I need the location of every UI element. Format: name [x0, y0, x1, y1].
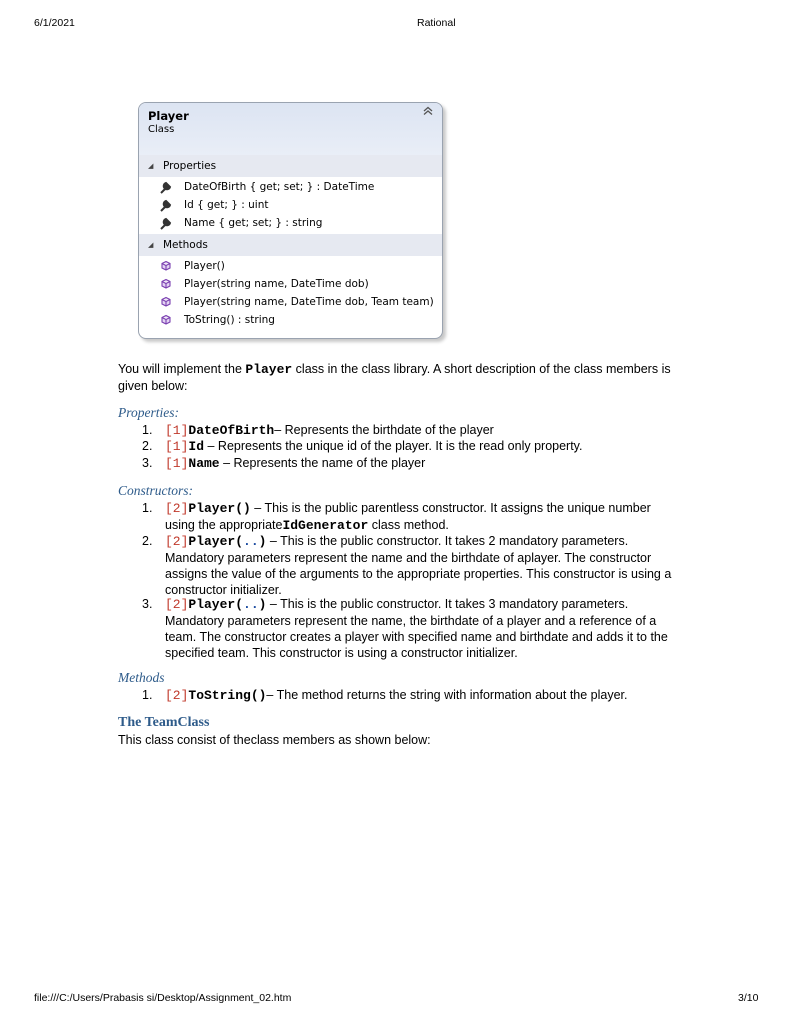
property-row[interactable]: [139, 196, 442, 214]
method-cube-icon: [159, 312, 173, 328]
mark-badge: [1]: [165, 456, 189, 471]
constructors-heading: Constructors:: [118, 483, 194, 498]
member-name: Id: [188, 439, 205, 454]
member-name: ): [258, 534, 267, 549]
list-number: 2.: [142, 534, 153, 548]
method-cube-icon: [159, 294, 173, 310]
wrench-icon: [159, 197, 173, 213]
intro-code: Player: [245, 362, 293, 377]
member-name: DateOfBirth: [188, 423, 275, 438]
method-text: ToString() : string: [184, 314, 275, 326]
mark-badge: [2]: [165, 501, 189, 516]
property-text: Name { get; set; } : string: [184, 217, 323, 229]
list-number: 3.: [142, 456, 153, 470]
properties-section-label: Properties: [163, 160, 217, 172]
list-number: 2.: [142, 439, 153, 453]
mark-badge: [1]: [165, 423, 189, 438]
member-dots: ..: [243, 597, 259, 612]
method-row[interactable]: [139, 275, 442, 293]
member-desc: – The method returns the string with information about the player.: [266, 688, 628, 702]
method-row[interactable]: [139, 311, 442, 329]
mark-badge: [1]: [165, 439, 189, 454]
methods-heading: Methods: [118, 670, 165, 685]
intro-paragraph: [118, 361, 678, 394]
member-desc: – This is the public parentless constructor. It assigns the unique number using the appropriate: [165, 501, 651, 532]
mark-badge: [2]: [165, 534, 189, 549]
method-text: Player(string name, DateTime dob): [184, 278, 369, 290]
member-name: ): [258, 597, 267, 612]
property-row[interactable]: [139, 178, 442, 196]
member-desc: – This is the public constructor. It takes 3 mandatory parameters. Mandatory parameters represent the name, the birthdate of a player and a reference of a team. The constructor creates a player with specified name and birthdate and adds it to the specified team. This constructor is using a constructor initializer.: [165, 597, 668, 660]
method-cube-icon: [159, 258, 173, 274]
file-path: file:///C:/Users/Prabasis si/Desktop/Assignment_02.htm: [34, 992, 292, 1004]
methods-section-label: Methods: [163, 239, 208, 251]
member-desc: – Represents the unique id of the player. It is the read only property.: [204, 439, 583, 453]
mark-badge: [2]: [165, 597, 189, 612]
member-name: Player(: [188, 534, 244, 549]
member-name: Name: [188, 456, 220, 471]
member-desc: class method.: [368, 518, 449, 532]
print-date: 6/1/2021: [34, 17, 75, 29]
collapse-triangle-icon: ◢: [148, 162, 154, 170]
method-row[interactable]: [139, 257, 442, 275]
member-dots: ..: [243, 534, 259, 549]
member-name: Player(): [188, 501, 251, 516]
print-title: Rational: [417, 17, 456, 29]
method-row[interactable]: [139, 293, 442, 311]
property-text: DateOfBirth { get; set; } : DateTime: [184, 181, 375, 193]
list-number: 1.: [142, 688, 153, 702]
collapse-triangle-icon: ◢: [148, 241, 154, 249]
member-name: Player(: [188, 597, 244, 612]
member-code: IdGenerator: [282, 518, 369, 533]
class-diagram-header: [139, 103, 442, 156]
method-cube-icon: [159, 276, 173, 292]
list-number: 1.: [142, 501, 153, 515]
property-row[interactable]: [139, 214, 442, 232]
property-text: Id { get; } : uint: [184, 199, 269, 211]
team-description: This class consist of theclass members as shown below:: [118, 733, 431, 747]
method-text: Player(string name, DateTime dob, Team team): [184, 296, 434, 308]
properties-section[interactable]: [139, 155, 442, 177]
intro-text: class in the class library. A short description of the class members is given below:: [118, 362, 671, 393]
properties-heading: Properties:: [118, 405, 179, 420]
member-name: ToString(): [188, 688, 267, 703]
member-desc: – Represents the birthdate of the player: [274, 423, 494, 437]
methods-section[interactable]: [139, 234, 442, 256]
intro-text: You will implement the: [118, 362, 246, 376]
collapse-icon[interactable]: [422, 105, 434, 121]
member-desc: – Represents the name of the player: [219, 456, 426, 470]
method-text: Player(): [184, 260, 225, 272]
wrench-icon: [159, 215, 173, 231]
wrench-icon: [159, 179, 173, 195]
mark-badge: [2]: [165, 688, 189, 703]
class-name: Player: [148, 109, 189, 123]
list-number: 3.: [142, 597, 153, 611]
page-number: 3/10: [738, 992, 759, 1004]
class-kind: Class: [148, 124, 175, 135]
team-heading: The TeamClass: [118, 715, 210, 730]
member-desc: – This is the public constructor. It takes 2 mandatory parameters. Mandatory parameters represent the name and the birthdate of aplayer. The constructor assigns the value of the arguments to the appropriate properties. This constructor is using a constructor initializer.: [165, 534, 672, 597]
list-number: 1.: [142, 423, 153, 437]
class-diagram: [138, 102, 443, 339]
